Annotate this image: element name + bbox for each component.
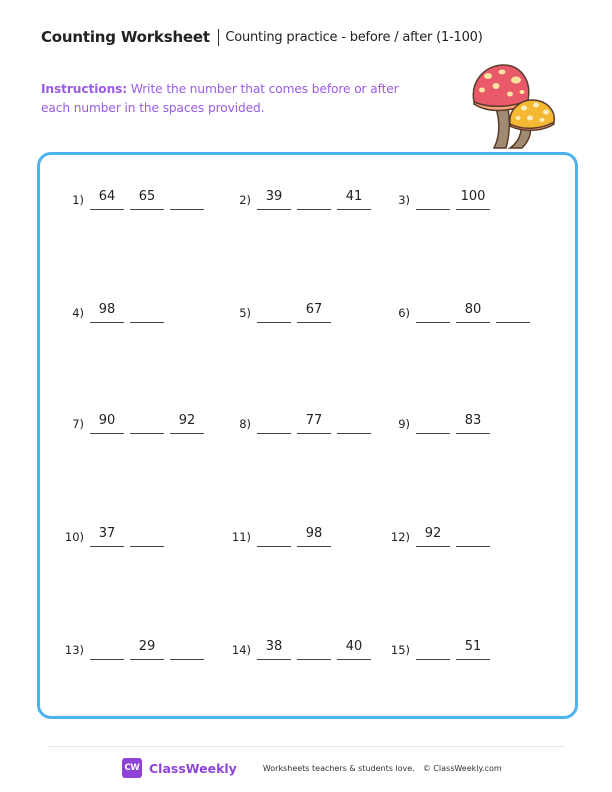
answer-blank[interactable]: 92 (416, 525, 450, 547)
problem-number: 14) (231, 643, 251, 657)
worksheet-subtitle: Counting practice - before / after (1-100) (225, 29, 483, 45)
problem-number: 7) (72, 417, 84, 431)
problem-number: 13) (64, 643, 84, 657)
problem-number: 8) (239, 417, 251, 431)
answer-blank[interactable] (130, 525, 164, 547)
answer-blank[interactable]: 92 (170, 412, 204, 434)
answer-blank[interactable]: 83 (456, 412, 490, 434)
classweekly-logo-icon[interactable]: CW (122, 758, 142, 778)
problem-3 (378, 186, 496, 210)
answer-blank[interactable] (337, 412, 371, 434)
problem-6 (378, 299, 536, 323)
problems-box (37, 152, 578, 719)
problem-number: 1) (72, 193, 84, 207)
problem-2 (219, 186, 377, 210)
answer-blank[interactable] (416, 638, 450, 660)
answer-blank[interactable]: 37 (90, 525, 124, 547)
answer-blank[interactable]: 41 (337, 188, 371, 210)
problem-4 (52, 299, 170, 323)
answer-blank[interactable]: 65 (130, 188, 164, 210)
brand-name[interactable]: ClassWeekly (149, 760, 237, 776)
answer-blank[interactable]: 29 (130, 638, 164, 660)
title-divider (218, 29, 220, 46)
mushroom-illustration-icon (466, 60, 566, 152)
answer-blank[interactable] (130, 412, 164, 434)
footer-tagline: Worksheets teachers & students love. (262, 763, 415, 773)
answer-blank[interactable] (170, 188, 204, 210)
answer-blank[interactable]: 39 (257, 188, 291, 210)
problem-10 (52, 523, 170, 547)
problem-15 (378, 636, 496, 660)
problem-number: 6) (398, 306, 410, 320)
answer-blank[interactable]: 98 (90, 301, 124, 323)
answer-blank[interactable]: 64 (90, 188, 124, 210)
footer-divider (47, 746, 565, 747)
answer-blank[interactable] (496, 301, 530, 323)
problem-number: 3) (398, 193, 410, 207)
answer-blank[interactable] (90, 638, 124, 660)
answer-blank[interactable] (170, 638, 204, 660)
instructions (41, 80, 421, 118)
problem-12 (378, 523, 496, 547)
answer-blank[interactable] (257, 525, 291, 547)
answer-blank[interactable] (416, 188, 450, 210)
footer-copyright: © ClassWeekly.com (422, 763, 502, 773)
answer-blank[interactable] (257, 412, 291, 434)
worksheet-title: Counting Worksheet (41, 28, 210, 46)
answer-blank[interactable]: 100 (456, 188, 490, 210)
answer-blank[interactable]: 40 (337, 638, 371, 660)
problem-1 (52, 186, 210, 210)
problem-number: 2) (239, 193, 251, 207)
answer-blank[interactable] (257, 301, 291, 323)
answer-blank[interactable] (297, 188, 331, 210)
answer-blank[interactable]: 38 (257, 638, 291, 660)
problem-number: 15) (390, 643, 410, 657)
problem-number: 9) (398, 417, 410, 431)
problem-7 (52, 410, 210, 434)
problem-number: 5) (239, 306, 251, 320)
answer-blank[interactable]: 67 (297, 301, 331, 323)
answer-blank[interactable]: 98 (297, 525, 331, 547)
instructions-label: Instructions: (41, 82, 128, 96)
answer-blank[interactable] (297, 638, 331, 660)
worksheet-header (41, 28, 483, 46)
answer-blank[interactable]: 77 (297, 412, 331, 434)
answer-blank[interactable] (416, 412, 450, 434)
problem-5 (219, 299, 337, 323)
problem-8 (219, 410, 377, 434)
problem-number: 11) (231, 530, 251, 544)
problem-number: 10) (64, 530, 84, 544)
footer (122, 758, 502, 778)
problem-number: 12) (390, 530, 410, 544)
answer-blank[interactable]: 90 (90, 412, 124, 434)
answer-blank[interactable] (456, 525, 490, 547)
answer-blank[interactable] (130, 301, 164, 323)
problem-11 (219, 523, 337, 547)
answer-blank[interactable]: 80 (456, 301, 490, 323)
instructions-text: Write the number that comes before or after each number in the spaces provided. (41, 82, 399, 115)
answer-blank[interactable] (416, 301, 450, 323)
problem-number: 4) (72, 306, 84, 320)
problem-13 (52, 636, 210, 660)
problem-14 (219, 636, 377, 660)
answer-blank[interactable]: 51 (456, 638, 490, 660)
problem-9 (378, 410, 496, 434)
